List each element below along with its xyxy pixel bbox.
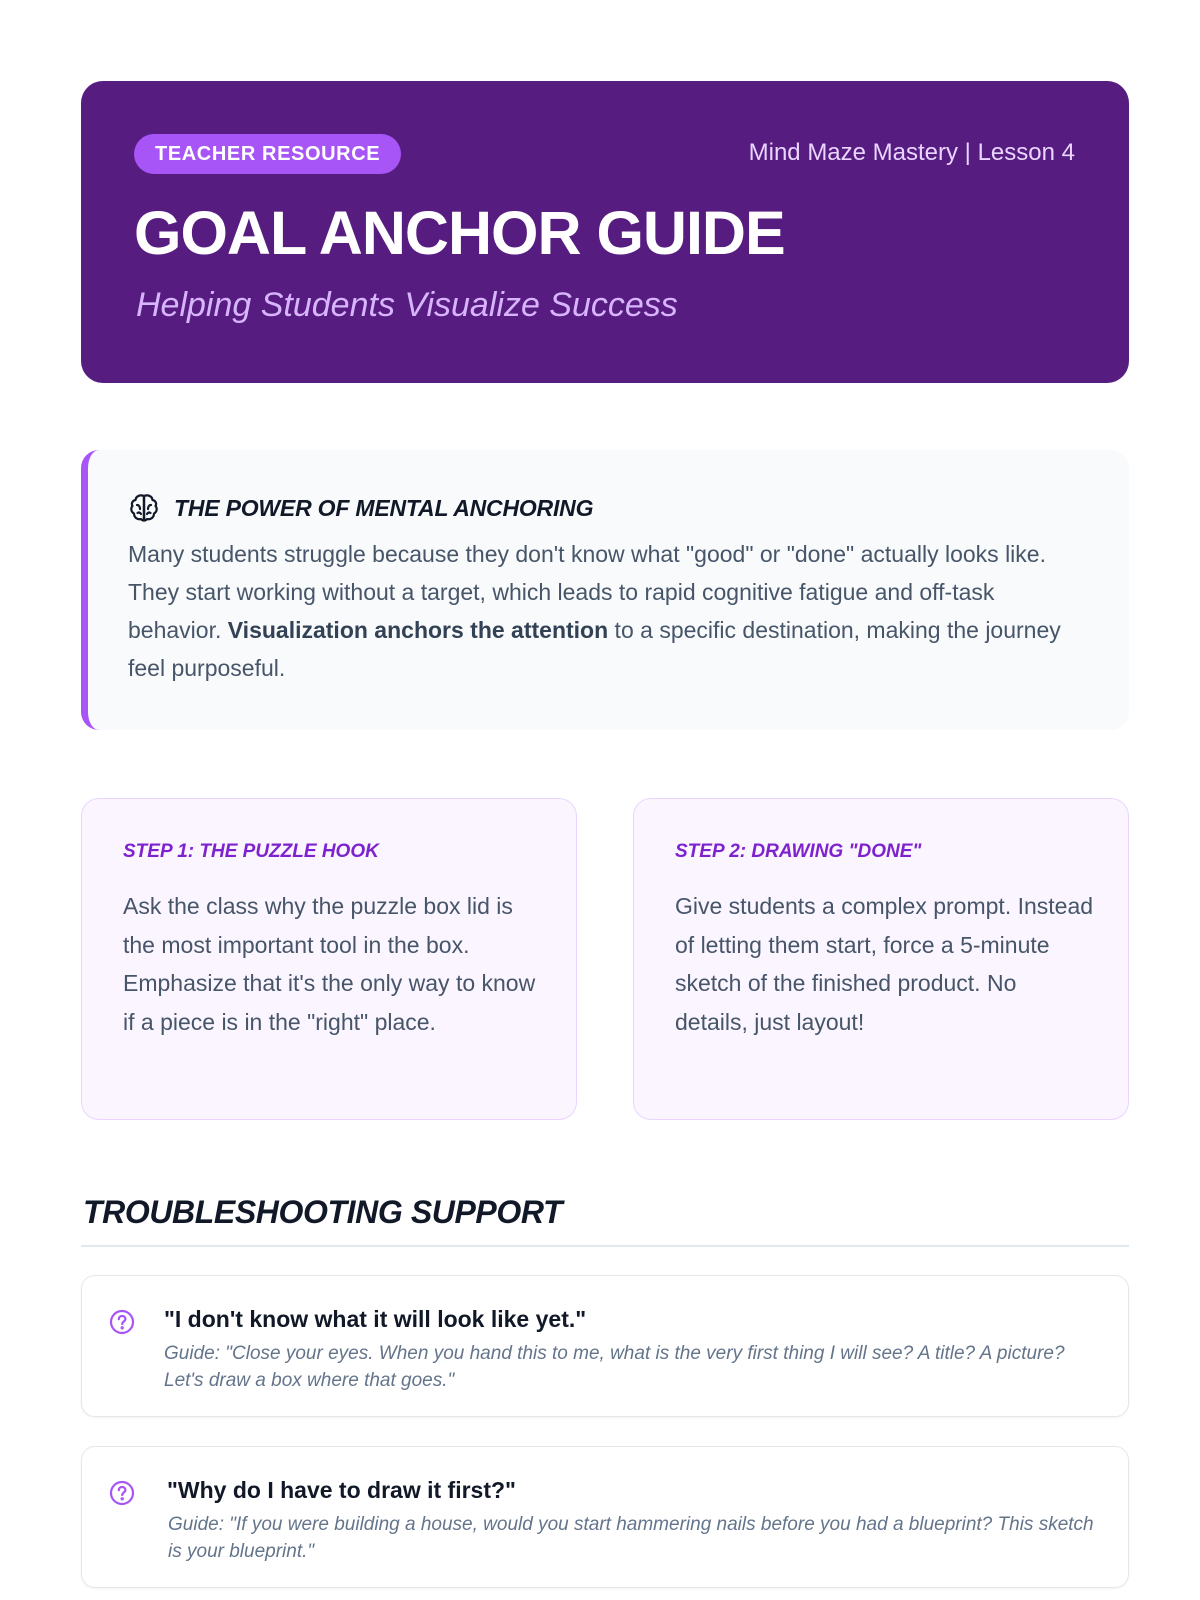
page-subtitle: Helping Students Visualize Success — [136, 286, 678, 324]
step-text: Give students a complex prompt. Instead of letting them start, force a 5-minute sketch of the finished product. No details, just layout! — [675, 893, 1094, 1035]
intro-body-text: Many students struggle because they don't know what "good" or "done" actually looks like. They start working without a target, which leads to rapid cognitive fatigue and off-task behavior. — [128, 541, 1046, 643]
faq-guide: Guide: "If you were building a house, would you start hammering nails before you had a blueprint? This sketch is your blueprint." — [168, 1514, 1094, 1562]
faq-item — [81, 1446, 1129, 1588]
faq-guide: Guide: "Close your eyes. When you hand this to me, what is the very first thing I will see? A title? A picture? Let's draw a box where that goes." — [164, 1343, 1065, 1391]
faq-question: "Why do I have to draw it first?" — [167, 1477, 516, 1503]
step-title: STEP 2: DRAWING "DONE" — [675, 841, 922, 862]
header-banner — [81, 81, 1129, 383]
step-text: Ask the class why the puzzle box lid is the most important tool in the box. Emphasize that it's the only way to know if a piece is in the "right" place. — [123, 893, 536, 1035]
intro-body — [128, 535, 1088, 687]
steps-grid — [81, 798, 1129, 1120]
intro-body-emphasis: Visualization anchors the attention — [227, 617, 609, 643]
question-circle-icon — [109, 1480, 135, 1506]
faq-item — [81, 1275, 1129, 1417]
step-card-2 — [633, 798, 1129, 1120]
intro-title: THE POWER OF MENTAL ANCHORING — [174, 494, 594, 521]
intro-callout — [81, 450, 1129, 730]
intro-heading — [128, 492, 593, 524]
page-title: GOAL ANCHOR GUIDE — [134, 199, 785, 267]
page — [81, 81, 1129, 1562]
step-card-1 — [81, 798, 577, 1120]
resource-badge: TEACHER RESOURCE — [134, 134, 401, 174]
step-title: STEP 1: THE PUZZLE HOOK — [123, 841, 379, 862]
troubleshooting-heading: TROUBLESHOOTING SUPPORT — [83, 1194, 563, 1230]
lesson-label: Mind Maze Mastery | Lesson 4 — [748, 139, 1075, 166]
question-circle-icon — [109, 1309, 135, 1335]
brain-icon — [128, 492, 160, 524]
intro-body-text-end: to a specific destination, making the journey feel purposeful. — [128, 617, 1061, 681]
faq-question: "I don't know what it will look like yet." — [164, 1306, 587, 1332]
section-divider — [81, 1245, 1129, 1247]
